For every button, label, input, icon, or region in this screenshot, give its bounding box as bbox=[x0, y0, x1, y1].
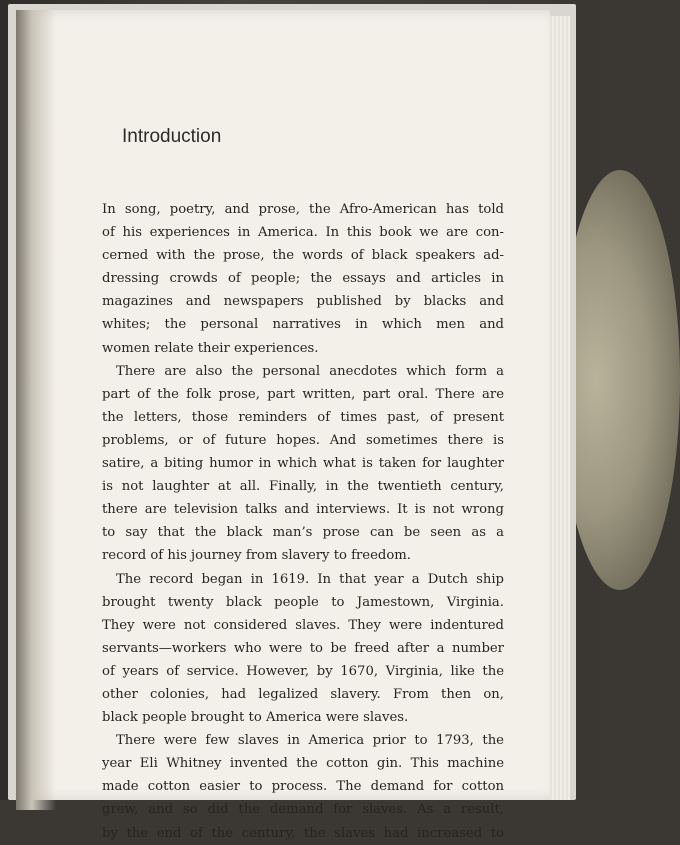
paragraph bbox=[102, 729, 504, 844]
text-line: magazines and newspapers published by blacks and bbox=[102, 294, 504, 310]
text-line: In song, poetry, and prose, the Afro-American has told bbox=[102, 202, 504, 217]
text-line: by the end of the century, the slaves had increased to bbox=[102, 825, 504, 841]
text-line: dressing crowds of people; the essays and articles in bbox=[102, 271, 504, 287]
page-edges bbox=[548, 16, 570, 800]
book-page bbox=[16, 10, 550, 841]
text-line: to say that the black man’s prose can be seen as a bbox=[102, 525, 504, 541]
paragraph bbox=[102, 360, 504, 568]
paragraph bbox=[102, 198, 504, 360]
text-line: The record began in 1619. In that year a Dutch ship bbox=[116, 571, 504, 587]
spine-shadow bbox=[16, 10, 56, 810]
text-line: other colonies, had legalized slavery. From then on, bbox=[102, 686, 504, 702]
text-line: record of his journey from slavery to freedom. bbox=[102, 548, 411, 564]
text-line: there are television talks and interviews. It is not wrong bbox=[102, 502, 504, 518]
text-line: brought twenty black people to Jamestown, Virginia. bbox=[102, 594, 504, 610]
text-line: year Eli Whitney invented the cotton gin. This machine bbox=[102, 756, 504, 772]
body-text bbox=[102, 198, 504, 845]
text-line: problems, or of future hopes. And sometimes there is bbox=[102, 432, 504, 448]
text-line: of his experiences in America. In this book we are con- bbox=[102, 225, 504, 241]
text-line: of years of service. However, by 1670, Virginia, like the bbox=[102, 663, 504, 679]
text-line: They were not considered slaves. They were indentured bbox=[102, 617, 504, 633]
text-line: grew, and so did the demand for slaves. As a result, bbox=[102, 802, 504, 818]
ceramic-bowl-edge bbox=[560, 170, 680, 590]
text-line: black people brought to America were slaves. bbox=[102, 710, 409, 726]
text-line: There were few slaves in America prior to 1793, the bbox=[116, 733, 504, 749]
text-line: whites; the personal narratives in which men and bbox=[102, 317, 504, 333]
text-line: made cotton easier to process. The demand for cotton bbox=[102, 779, 504, 795]
text-line: is not laughter at all. Finally, in the twentieth century, bbox=[102, 479, 504, 495]
text-line: part of the folk prose, part written, part oral. There are bbox=[102, 386, 504, 402]
chapter-title: Introduction bbox=[122, 126, 222, 147]
text-line: There are also the personal anecdotes which form a bbox=[116, 363, 504, 379]
paragraph bbox=[102, 568, 504, 730]
text-line: servants—workers who were to be freed after a number bbox=[102, 640, 504, 656]
text-line: satire, a biting humor in which what is taken for laughter bbox=[102, 456, 504, 472]
text-line: women relate their experiences. bbox=[102, 340, 319, 356]
text-line: the letters, those reminders of times past, of present bbox=[102, 409, 504, 425]
text-line: cerned with the prose, the words of black speakers ad- bbox=[102, 248, 504, 264]
